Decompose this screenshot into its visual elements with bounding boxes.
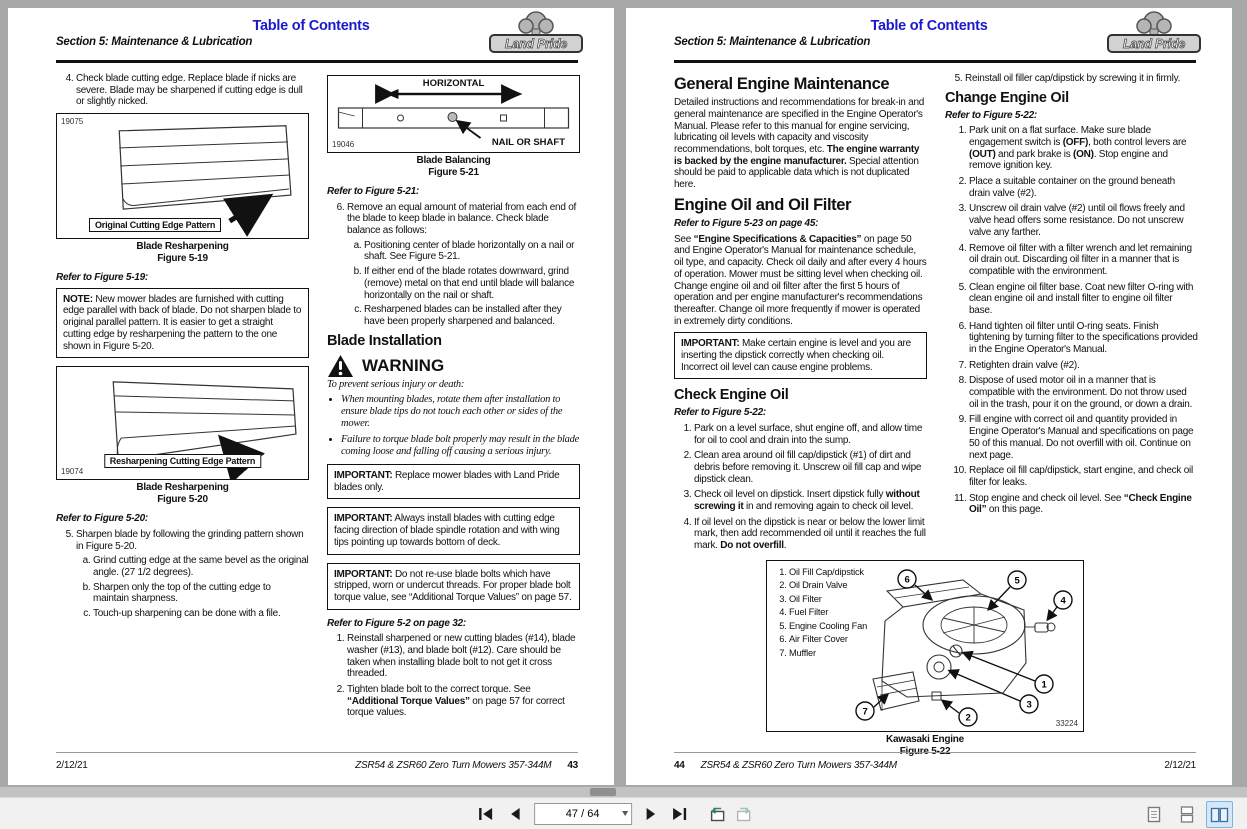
list-item: 3. Check oil level on dipstick. Insert dipstick fully without screwing it in and removing again to check oil level. [694, 489, 927, 512]
refer-line: Refer to Figure 5-21: [327, 186, 419, 197]
header-rule [674, 60, 1196, 63]
nail-or-shaft-label: NAIL OR SHAFT [491, 136, 565, 148]
callout-4: 4 [1060, 595, 1066, 607]
refer-line: Refer to Figure 5-23 on page 45: [674, 218, 819, 230]
pdf-page-left [8, 8, 614, 785]
pdf-page-right [626, 8, 1232, 785]
blade-installation-heading: Blade Installation [327, 332, 442, 349]
warning-bullets [327, 394, 580, 458]
list-item: 1. Park on a level surface, shut engine off, and allow time for oil to cool and drain into the sump. [694, 423, 927, 446]
install-list [327, 633, 580, 719]
landpride-logo [1106, 9, 1202, 55]
page-header [626, 8, 1232, 64]
callout-7: 7 [862, 706, 868, 718]
page-number-input[interactable] [534, 803, 632, 825]
section-title: Section 5: Maintenance & Lubrication [674, 36, 871, 48]
section-title: Section 5: Maintenance & Lubrication [56, 36, 253, 48]
header-rule [56, 60, 578, 63]
list-item: 4. If oil level on the dipstick is near or below the lower limit mark, then add recommended oil until it reaches the full mark. Do not overfill. [694, 517, 927, 552]
list-item: b. If either end of the blade rotates downward, grind (remove) metal on that end until blade will balance horizontally on the nail or shaft. [364, 266, 580, 301]
warning-bullet: • Failure to torque blade bolt properly may result in the blade coming loose and falling off causing a serious injury. [341, 434, 580, 458]
refer-line: Refer to Figure 5-19: [56, 272, 148, 284]
list-item: 11. Stop engine and check oil level. See “Check Engine Oil” on this page. [969, 493, 1198, 516]
refer-line: Refer to Figure 5-22: [945, 109, 1037, 121]
callout-3: 3 [1026, 699, 1032, 711]
callout-6: 6 [904, 574, 910, 586]
general-engine-maintenance-heading: General Engine Maintenance [674, 75, 890, 93]
check-oil-list-cont [945, 73, 1198, 85]
previous-page-button[interactable] [505, 803, 525, 825]
legend-item: 4. Fuel Filter [789, 606, 867, 619]
warning-lead: To prevent serious injury or death: [327, 378, 465, 390]
legend-item: 1. Oil Fill Cap/dipstick [789, 566, 867, 579]
list-item: 6. Hand tighten oil filter until O-ring seats. Finish tightening by turning filter to the specifications provided in the Engine Operator's Manual. [969, 321, 1198, 356]
figure-5-20 [56, 366, 309, 480]
footer-date: 2/12/21 [56, 760, 88, 771]
next-page-button[interactable] [641, 803, 661, 825]
list-item: 10. Replace oil fill cap/dipstick, start engine, and check oil filter for leaks. [969, 465, 1198, 488]
figure-caption: Blade Balancing Figure 5-21 [416, 155, 491, 178]
figure-5-19 [56, 113, 309, 239]
list-item: 5. Clean engine oil filter base. Coat new filter O-ring with clean engine oil and install filter to engine oil filter base. [969, 282, 1198, 317]
single-page-view-button[interactable] [1140, 801, 1167, 828]
continuous-view-button[interactable] [1173, 801, 1200, 828]
page-number-value: 47 / 64 [565, 807, 600, 820]
continuous-view-icon [1180, 806, 1194, 823]
previous-view-icon [707, 805, 726, 822]
figure-label: Original Cutting Edge Pattern [89, 218, 221, 233]
footer-date: 2/12/21 [1164, 760, 1196, 771]
callout-5: 5 [1014, 575, 1020, 587]
sharpen-list [56, 529, 309, 620]
callout-2: 2 [965, 712, 971, 724]
blade-check-list [56, 73, 309, 108]
important-box: IMPORTANT: Replace mower blades with Land Pride blades only. [327, 464, 580, 499]
last-page-icon [671, 806, 688, 822]
figure-art-number: 19046 [332, 139, 355, 149]
figure-art-number: 19075 [61, 117, 84, 127]
toc-link[interactable]: Table of Contents [870, 18, 988, 34]
next-view-button[interactable] [735, 803, 755, 825]
left-page-column-2 [327, 73, 580, 724]
list-item: c. Touch-up sharpening can be done with a file. [93, 608, 309, 620]
horizontal-scrollbar[interactable] [0, 787, 1247, 797]
warning-header [327, 354, 580, 378]
figure-caption: Kawasaki Engine Figure 5-22 [886, 734, 964, 757]
previous-page-icon [508, 806, 522, 822]
warning-bullet: • When mounting blades, rotate them after installation to ensure blade tips do not touch each other or sides of the mower. [341, 394, 580, 430]
important-box: IMPORTANT: Make certain engine is level and you are inserting the dipstick correctly when checking oil. Incorrect oil level can cause engine problems. [674, 332, 927, 379]
figure-5-21 [327, 75, 580, 153]
sharpen-sublist [76, 555, 309, 619]
important-box: IMPORTANT: Always install blades with cutting edge facing direction of blade spindle rotation and with wing tips pointing up towards bottom of deck. [327, 507, 580, 554]
change-oil-list [945, 125, 1198, 516]
previous-view-button[interactable] [707, 803, 727, 825]
body-text: Detailed instructions and recommendations for break-in and general maintenance are specified in the Engine Operator's Manual. Please refer to this manual for engine servicing, lubricating oil levels with capacity and viscosity recommendations, bolt torques, etc. The engine warranty is backed by the engine manufacturer. Special attention should be paid to applicable data which is not duplicated here. [674, 97, 925, 191]
body-text: See “Engine Specifications & Capacities” on page 50 and Engine Operator's Manual for maintenance schedule, oil type, and capacity. Check oil daily and after every 4 hours of operation. Mower must be sitting level when checking oil. Change engine oil and oil filter after the first 5 hours of operation and per engine manufacturer's recommendations thereafter. Change oil more frequently if mower is operated in extremely dirty conditions. [674, 233, 927, 327]
figure-art-number: 19074 [61, 466, 84, 476]
figure-art-number: 33224 [1055, 719, 1078, 728]
important-box: IMPORTANT: Do not re-use blade bolts which have stripped, worn or undercut threads. For proper blade bolt torque value, see “Additional Torque Values” on page 57. [327, 563, 580, 610]
last-page-button[interactable] [670, 803, 690, 825]
logo-text: Land Pride [504, 37, 568, 51]
footer-page-number: 44 [674, 760, 685, 771]
single-page-view-icon [1147, 806, 1161, 823]
right-page-column-1 [674, 73, 927, 557]
legend-item: 5. Engine Cooling Fan [789, 620, 867, 633]
legend-item: 2. Oil Drain Valve [789, 579, 867, 592]
list-item: 5. Reinstall oil filler cap/dipstick by screwing it in firmly. [965, 73, 1198, 85]
page-header [8, 8, 614, 64]
list-item: 3. Unscrew oil drain valve (#2) until oil flows freely and valve head offers some resistance. Do not unscrew valve any farther. [969, 203, 1198, 238]
page-footer [56, 752, 578, 771]
legend-item: 6. Air Filter Cover [789, 633, 867, 646]
list-item: 2. Place a suitable container on the ground beneath drain valve (#2). [969, 176, 1198, 199]
logo-text: Land Pride [1122, 37, 1186, 51]
list-item: c. Resharpened blades can be installed after they have been properly sharpened and balanced. [364, 304, 580, 327]
legend-item: 7. Muffler [789, 647, 867, 660]
engine-legend [775, 566, 867, 660]
list-item: a. Positioning center of blade horizontally on a nail or shaft. See Figure 5-21. [364, 240, 580, 263]
balance-sublist [347, 240, 580, 328]
horizontal-label: HORIZONTAL [422, 78, 485, 89]
next-page-icon [644, 806, 658, 822]
facing-page-view-icon [1210, 807, 1229, 823]
refer-line: Refer to Figure 5-2 on page 32: [327, 617, 466, 629]
first-page-button[interactable] [476, 803, 496, 825]
legend-item: 3. Oil Filter [789, 593, 867, 606]
list-item: 6. Remove an equal amount of material from each end of the blade to keep blade in balance. Check blade balance as follows: a. Positioning center of blade horizontally on a nail or shaft. See Figure 5-21. b. If either end of the blade rotates downward, grind (remove) metal on that end until blade will balance horizontally on the nail or shaft. c. Resharpened blades can be installed after they have been properly sharpened and balanced. [347, 202, 580, 328]
list-item: 1. Reinstall sharpened or new cutting blades (#14), blade washer (#13), and blade bolt (#12). Care should be taken when installing blade bolt to not get it cross threaded. [347, 633, 580, 680]
warning-triangle-icon [327, 354, 354, 378]
check-oil-list [674, 423, 927, 552]
toc-link[interactable]: Table of Contents [252, 18, 370, 34]
footer-doc-title: ZSR54 & ZSR60 Zero Turn Mowers 357-344M [355, 760, 552, 771]
list-item: 9. Fill engine with correct oil and quantity provided in Engine Operator's Manual and specifications on page 50 of this manual. Do not overfill with oil. Continue on next page. [969, 414, 1198, 461]
horizontal-scrollbar-thumb[interactable] [590, 788, 616, 796]
figure-caption: Blade Resharpening Figure 5-20 [136, 482, 229, 506]
viewer-toolbar [0, 797, 1247, 829]
next-view-icon [735, 805, 754, 822]
list-item: b. Sharpen only the top of the cutting edge to maintain sharpness. [93, 582, 309, 605]
list-item: 1. Park unit on a flat surface. Make sure blade engagement switch is (OFF), both control levers are (OUT) and park brake is (ON). Stop engine and remove ignition key. [969, 125, 1198, 172]
list-item: 4. Remove oil filter with a filter wrench and let remaining oil drain out. Discarding oil filter in a manner that is compatible with the environment. [969, 243, 1198, 278]
facing-page-view-button[interactable] [1206, 801, 1233, 828]
left-page-column-1 [56, 73, 309, 625]
list-item: a. Grind cutting edge at the same bevel as the original angle. (27 1/2 degrees). [93, 555, 309, 578]
check-engine-oil-heading: Check Engine Oil [674, 387, 789, 404]
list-item: 8. Dispose of used motor oil in a manner that is compatible with the environment. Do not throw used oil in the trash, pour it on the ground, or down a drain. [969, 375, 1198, 410]
landpride-logo [488, 9, 584, 55]
callout-1: 1 [1041, 679, 1047, 691]
list-item: 5. Sharpen blade by following the grinding pattern shown in Figure 5-20. a. Grind cutting edge at the same bevel as the original angle. (27 1/2 degrees). b. Sharpen only the top of the cutting edge to maintain sharpness. c. Touch-up sharpening can be done with a file. [76, 529, 309, 620]
footer-doc-title: ZSR54 & ZSR60 Zero Turn Mowers 357-344M [700, 760, 897, 771]
list-item: 2. Clean area around oil fill cap/dipstick (#1) of dirt and debris before removing it. Unscrew oil fill cap and wipe dipstick clean. [694, 450, 927, 485]
page-footer [674, 752, 1196, 771]
warning-word: WARNING [362, 355, 445, 375]
figure-caption: Blade Resharpening Figure 5-19 [136, 241, 229, 265]
figure-label: Resharpening Cutting Edge Pattern [104, 454, 261, 469]
right-page-column-2 [945, 73, 1198, 521]
list-item: 4. Check blade cutting edge. Replace blade if nicks are severe. Blade may be sharpened if cutting edge is dull or slightly nicked. [76, 73, 309, 108]
change-engine-oil-heading: Change Engine Oil [945, 89, 1069, 106]
list-item: 7. Retighten drain valve (#2). [969, 360, 1198, 372]
note-lead: NOTE: [63, 293, 93, 305]
refer-line: Refer to Figure 5-20: [56, 513, 148, 525]
footer-page-number: 43 [567, 760, 578, 771]
balance-list [327, 202, 580, 328]
page-dropdown-caret-icon[interactable] [622, 811, 628, 816]
note-box: NOTE: New mower blades are furnished with cutting edge parallel with back of blade. Do not sharpen blade to original parallel pattern. It is easier to get a straight cutting edge by resharpening the pattern to the one shown in Figure 5-20. [56, 288, 309, 358]
first-page-icon [477, 806, 494, 822]
refer-line: Refer to Figure 5-22: [674, 407, 766, 419]
engine-oil-heading: Engine Oil and Oil Filter [674, 195, 852, 214]
list-item: 2. Tighten blade bolt to the correct torque. See “Additional Torque Values” on page 57 for correct torque values. [347, 684, 580, 719]
figure-5-22 [766, 558, 1084, 765]
